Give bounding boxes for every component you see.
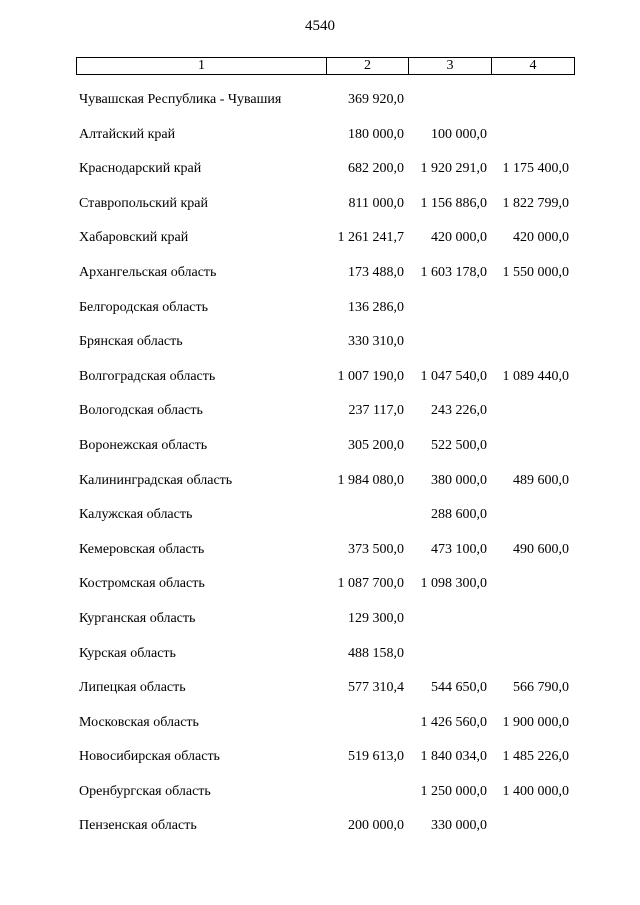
value-col-2: 330 310,0 [348, 334, 404, 350]
table-row [0, 506, 640, 541]
table-row [0, 610, 640, 645]
region-name: Липецкая область [79, 680, 186, 696]
region-name: Кемеровская область [79, 541, 205, 557]
value-col-4: 566 790,0 [513, 680, 569, 696]
region-name: Вологодская область [79, 403, 203, 419]
value-col-3: 1 603 178,0 [420, 264, 487, 280]
table-row [0, 541, 640, 576]
value-col-4: 489 600,0 [513, 472, 569, 488]
value-col-2: 682 200,0 [348, 161, 404, 177]
region-name: Воронежская область [79, 437, 208, 453]
value-col-3: 1 047 540,0 [420, 368, 487, 384]
table-row [0, 437, 640, 472]
value-col-3: 330 000,0 [431, 818, 487, 834]
value-col-2: 136 286,0 [348, 299, 404, 315]
value-col-2: 237 117,0 [348, 403, 404, 419]
value-col-2: 129 300,0 [348, 610, 404, 626]
page-number: 4540 [305, 18, 335, 34]
table-row [0, 783, 640, 818]
table-row [0, 575, 640, 610]
table-row [0, 91, 640, 126]
value-col-3: 288 600,0 [431, 507, 487, 523]
value-col-2: 305 200,0 [348, 437, 404, 453]
table-row [0, 229, 640, 264]
value-col-4: 420 000,0 [513, 230, 569, 246]
value-col-4: 1 550 000,0 [502, 264, 569, 280]
region-name: Чувашская Республика - Чувашия [79, 92, 282, 107]
table-row [0, 472, 640, 507]
value-col-3: 380 000,0 [431, 472, 487, 488]
region-name: Московская область [79, 714, 199, 730]
table-row [0, 679, 640, 714]
region-name: Калининградская область [79, 472, 233, 488]
region-name: Краснодарский край [79, 161, 202, 177]
value-col-4: 1 400 000,0 [502, 783, 569, 799]
region-name: Алтайский край [79, 126, 176, 142]
value-col-3: 243 226,0 [431, 403, 487, 419]
region-name: Волгоградская область [79, 368, 216, 384]
value-col-3: 1 156 886,0 [420, 195, 487, 211]
table-row [0, 299, 640, 334]
value-col-2: 1 984 080,0 [337, 472, 404, 488]
value-col-4: 1 485 226,0 [502, 749, 569, 765]
region-name: Брянская область [79, 334, 183, 350]
value-col-2: 577 310,4 [348, 680, 404, 696]
table-row [0, 402, 640, 437]
region-name: Ставропольский край [79, 195, 208, 211]
value-col-2: 1 261 241,7 [337, 230, 404, 246]
value-col-2: 488 158,0 [348, 645, 404, 661]
value-col-3: 1 840 034,0 [420, 749, 487, 765]
header-row [77, 58, 575, 75]
value-col-2: 173 488,0 [348, 264, 404, 280]
header-col-3: 3 [409, 58, 492, 75]
value-col-3: 1 098 300,0 [420, 576, 487, 592]
region-name: Курганская область [79, 610, 196, 626]
region-name: Курская область [79, 645, 176, 661]
table-row [0, 714, 640, 749]
table-body [0, 91, 640, 852]
value-col-2: 180 000,0 [348, 126, 404, 142]
region-name: Белгородская область [79, 299, 209, 315]
region-name: Хабаровский край [79, 230, 189, 246]
region-name: Новосибирская область [79, 749, 220, 765]
value-col-2: 519 613,0 [348, 749, 404, 765]
value-col-2: 1 087 700,0 [337, 576, 404, 592]
value-col-2: 373 500,0 [348, 541, 404, 557]
table-row [0, 645, 640, 680]
table-row [0, 368, 640, 403]
header-col-1: 1 [77, 58, 327, 75]
header-col-4: 4 [492, 58, 575, 75]
value-col-2: 200 000,0 [348, 818, 404, 834]
value-col-3: 1 426 560,0 [420, 714, 487, 730]
region-name: Оренбургская область [79, 783, 211, 799]
region-name: Архангельская область [79, 264, 217, 280]
value-col-4: 1 822 799,0 [502, 195, 569, 211]
value-col-2: 1 007 190,0 [337, 368, 404, 384]
header-col-2: 2 [327, 58, 409, 75]
region-name: Пензенская область [79, 818, 197, 834]
value-col-2: 369 920,0 [348, 92, 404, 107]
value-col-4: 1 089 440,0 [502, 368, 569, 384]
table-row [0, 126, 640, 161]
value-col-3: 1 250 000,0 [420, 783, 487, 799]
value-col-3: 522 500,0 [431, 437, 487, 453]
table-row [0, 748, 640, 783]
value-col-2: 811 000,0 [348, 195, 404, 211]
value-col-3: 420 000,0 [431, 230, 487, 246]
table-row [0, 195, 640, 230]
table-row [0, 160, 640, 195]
value-col-3: 1 920 291,0 [420, 161, 487, 177]
region-name: Костромская область [79, 576, 205, 592]
value-col-3: 473 100,0 [431, 541, 487, 557]
table-row [0, 264, 640, 299]
value-col-3: 100 000,0 [431, 126, 487, 142]
region-name: Калужская область [79, 507, 193, 523]
table-header [76, 57, 575, 75]
value-col-4: 1 900 000,0 [502, 714, 569, 730]
value-col-4: 1 175 400,0 [502, 161, 569, 177]
table-row [0, 333, 640, 368]
table-row [0, 817, 640, 852]
value-col-4: 490 600,0 [513, 541, 569, 557]
value-col-3: 544 650,0 [431, 680, 487, 696]
